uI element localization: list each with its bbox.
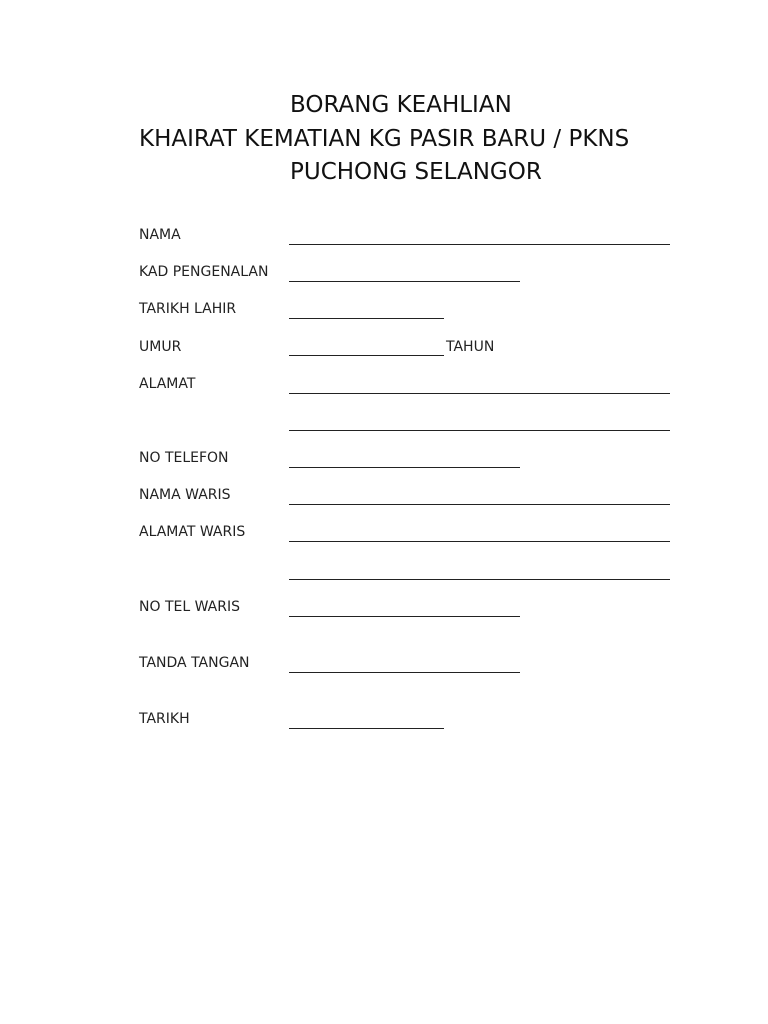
- umur-suffix: TAHUN: [446, 339, 495, 355]
- label-tarikh: TARIKH: [139, 711, 190, 727]
- label-no-telefon: NO TELEFON: [139, 450, 229, 466]
- alamat-waris-blank-2[interactable]: [289, 579, 670, 580]
- nama-blank[interactable]: [289, 244, 670, 245]
- kad-pengenalan-blank[interactable]: [289, 281, 520, 282]
- title-line-3: PUCHONG SELANGOR: [290, 159, 542, 185]
- alamat-blank-1[interactable]: [289, 393, 670, 394]
- tanda-tangan-blank[interactable]: [289, 672, 520, 673]
- umur-blank[interactable]: [289, 355, 444, 356]
- label-tanda-tangan: TANDA TANGAN: [139, 655, 250, 671]
- alamat-blank-2[interactable]: [289, 430, 670, 431]
- label-nama: NAMA: [139, 227, 181, 243]
- label-tarikh-lahir: TARIKH LAHIR: [139, 301, 237, 317]
- alamat-waris-blank-1[interactable]: [289, 541, 670, 542]
- tarikh-lahir-blank[interactable]: [289, 318, 444, 319]
- form-title: [139, 90, 670, 190]
- label-alamat-waris: ALAMAT WARIS: [139, 524, 246, 540]
- title-line-1: BORANG KEAHLIAN: [290, 92, 512, 118]
- no-telefon-blank[interactable]: [289, 467, 520, 468]
- label-kad-pengenalan: KAD PENGENALAN: [139, 264, 269, 280]
- nama-waris-blank[interactable]: [289, 504, 670, 505]
- label-nama-waris: NAMA WARIS: [139, 487, 231, 503]
- tarikh-blank[interactable]: [289, 728, 444, 729]
- label-umur: UMUR: [139, 339, 182, 355]
- title-line-2: KHAIRAT KEMATIAN KG PASIR BARU / PKNS: [139, 126, 630, 152]
- no-tel-waris-blank[interactable]: [289, 616, 520, 617]
- label-alamat: ALAMAT: [139, 376, 196, 392]
- label-no-tel-waris: NO TEL WARIS: [139, 599, 240, 615]
